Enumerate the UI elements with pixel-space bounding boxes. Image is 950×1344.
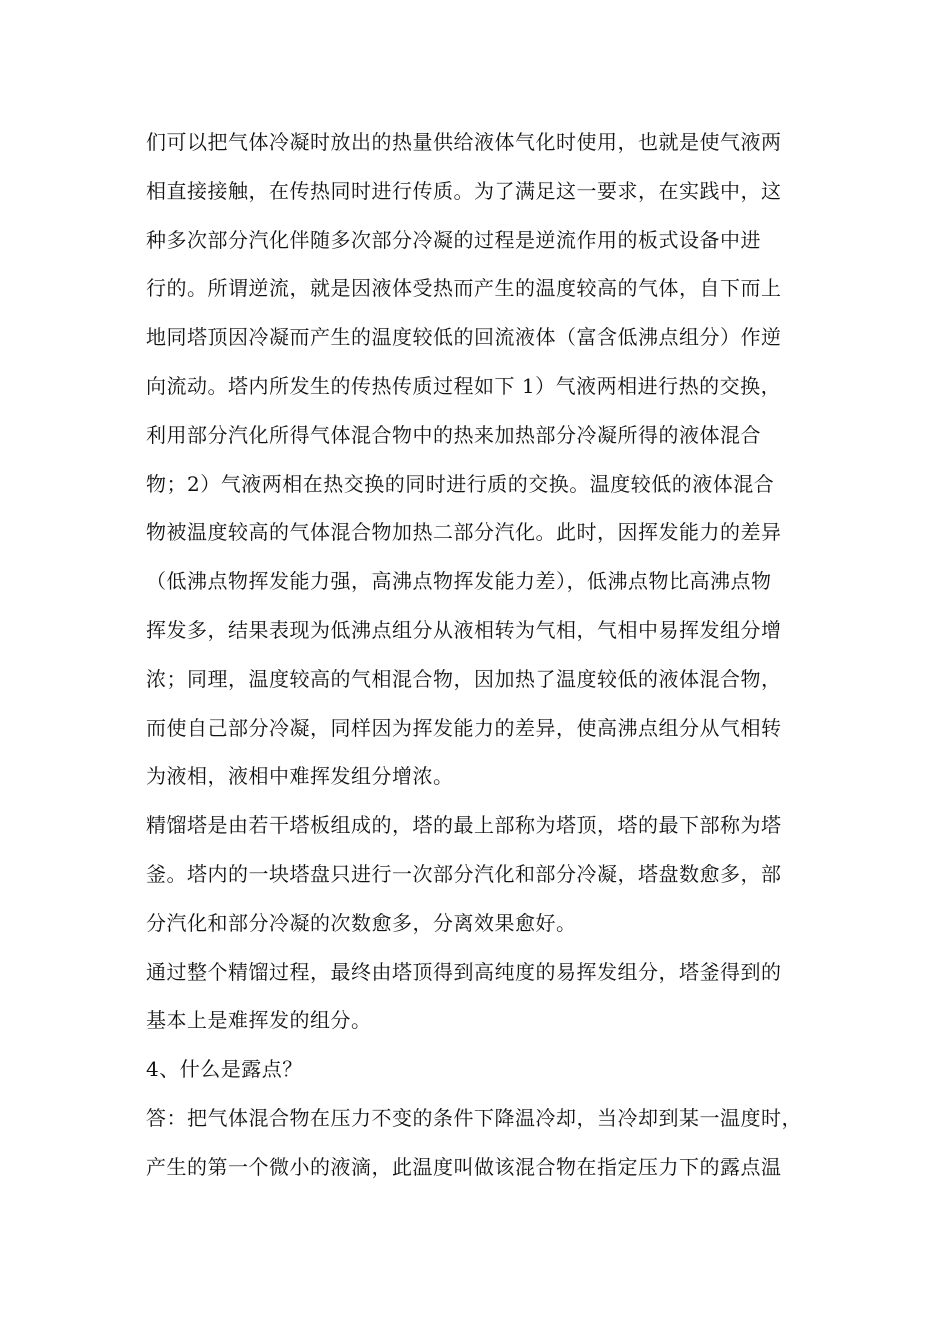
body-text bbox=[146, 118, 806, 1192]
answer-paragraph: 答：把气体混合物在压力不变的条件下降温冷却，当冷却到某一温度时， 产生的第一个微小的液滴，此温度叫做该混合物在指定压力下的露点温 bbox=[146, 1105, 802, 1179]
paragraph-distillation-result: 通过整个精馏过程，最终由塔顶得到高纯度的易挥发组分，塔釜得到的 基本上是难挥发的组分。 bbox=[146, 959, 782, 1033]
paragraph-column-structure: 精馏塔是由若干塔板组成的，塔的最上部称为塔顶，塔的最下部称为塔 釜。塔内的一块塔盘只进行一次部分汽化和部分冷凝，塔盘数愈多，部 分汽化和部分冷凝的次数愈多，分离效果愈好。 bbox=[146, 813, 782, 935]
paragraph-distillation-process: 们可以把气体冷凝时放出的热量供给液体气化时使用，也就是使气液两 相直接接触，在传热同时进行传质。为了满足这一要求，在实践中，这 种多次部分汽化伴随多次部分冷凝的过程是逆流作用的板式设备中进 行的。所谓逆流，就是因液体受热而产生的温度较高的气体，自下而上 地同塔顶因冷凝而产生的温度较低的回流液体（富含低沸点组分）作逆 向流动。塔内所发生的传热传质过程如下 1）气液两相进行热的交换， 利用部分汽化所得气体混合物中的热来加热部分冷凝所得的液体混合 物；2）气液两相在热交换的同时进行质的交换。温度较低的液体混合 物被温度较高的气体混合物加热二部分汽化。此时，因挥发能力的差异 （低沸点物挥发能力强，高沸点物挥发能力差），低沸点物比高沸点物 挥发多，结果表现为低沸点组分从液相转为气相，气相中易挥发组分增 浓；同理，温度较高的气相混合物，因加热了温度较低的液体混合物， 而使自己部分冷凝，同样因为挥发能力的差异，使高沸点组分从气相转 为液相，液相中难挥发组分增浓。 bbox=[146, 130, 782, 789]
question-heading: 4、什么是露点？ bbox=[146, 1057, 303, 1082]
